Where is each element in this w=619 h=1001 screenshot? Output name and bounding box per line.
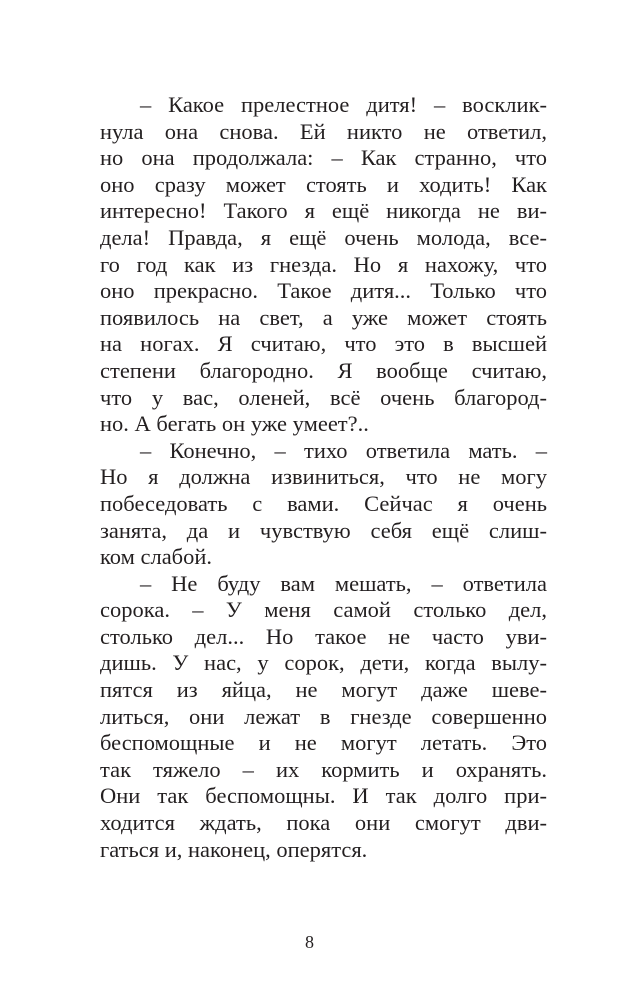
text-line: Но я должна извиниться, что не могу	[100, 464, 547, 490]
text-line: дишь. У нас, у сорок, дети, когда вылу-	[100, 650, 547, 676]
text-line: нула она снова. Ей никто не ответил,	[100, 118, 547, 144]
text-line: на ногах. Я считаю, что это в высшей	[100, 331, 547, 357]
body-text	[100, 92, 547, 863]
text-line: литься, они лежат в гнезде совершенно	[100, 703, 547, 729]
text-line: дела! Правда, я ещё очень молода, все-	[100, 224, 547, 250]
text-line: появилось на свет, а уже может стоять	[100, 304, 547, 330]
text-line: оно прекрасно. Такое дитя... Только что	[100, 278, 547, 304]
text-line: – Не буду вам мешать, – ответила	[140, 570, 547, 596]
paragraph	[100, 92, 547, 438]
text-line: степени благородно. Я вообще считаю,	[100, 357, 547, 383]
paragraph	[100, 438, 547, 571]
text-line: что у вас, оленей, всё очень благород-	[100, 384, 547, 410]
text-line: интересно! Такого я ещё никогда не ви-	[100, 198, 547, 224]
text-line: столько дел... Но такое не часто уви-	[100, 623, 547, 649]
text-line: но она продолжала: – Как странно, что	[100, 145, 547, 171]
text-line: занята, да и чувствую себя ещё слиш-	[100, 517, 547, 543]
text-line: сорока. – У меня самой столько дел,	[100, 597, 547, 623]
text-line: побеседовать с вами. Сейчас я очень	[100, 490, 547, 516]
text-line: – Какое прелестное дитя! – восклик-	[140, 92, 547, 117]
text-line: Они так беспомощны. И так долго при-	[100, 783, 547, 809]
text-line: гаться и, наконец, оперятся.	[100, 836, 368, 862]
text-line: пятся из яйца, не могут даже шеве-	[100, 677, 547, 703]
paragraph	[100, 571, 547, 864]
page-number: 8	[305, 932, 314, 952]
text-line: ком слабой.	[100, 544, 213, 570]
text-line: оно сразу может стоять и ходить! Как	[100, 171, 547, 197]
text-line: так тяжело – их кормить и охранять.	[100, 756, 547, 782]
text-line: – Конечно, – тихо ответила мать. –	[140, 437, 547, 463]
text-line: го год как из гнезда. Но я нахожу, что	[100, 251, 547, 277]
text-line: ходится ждать, пока они смогут дви-	[100, 810, 547, 836]
text-line: но. А бегать он уже умеет?..	[100, 411, 369, 437]
text-line: беспомощные и не могут летать. Это	[100, 730, 547, 756]
